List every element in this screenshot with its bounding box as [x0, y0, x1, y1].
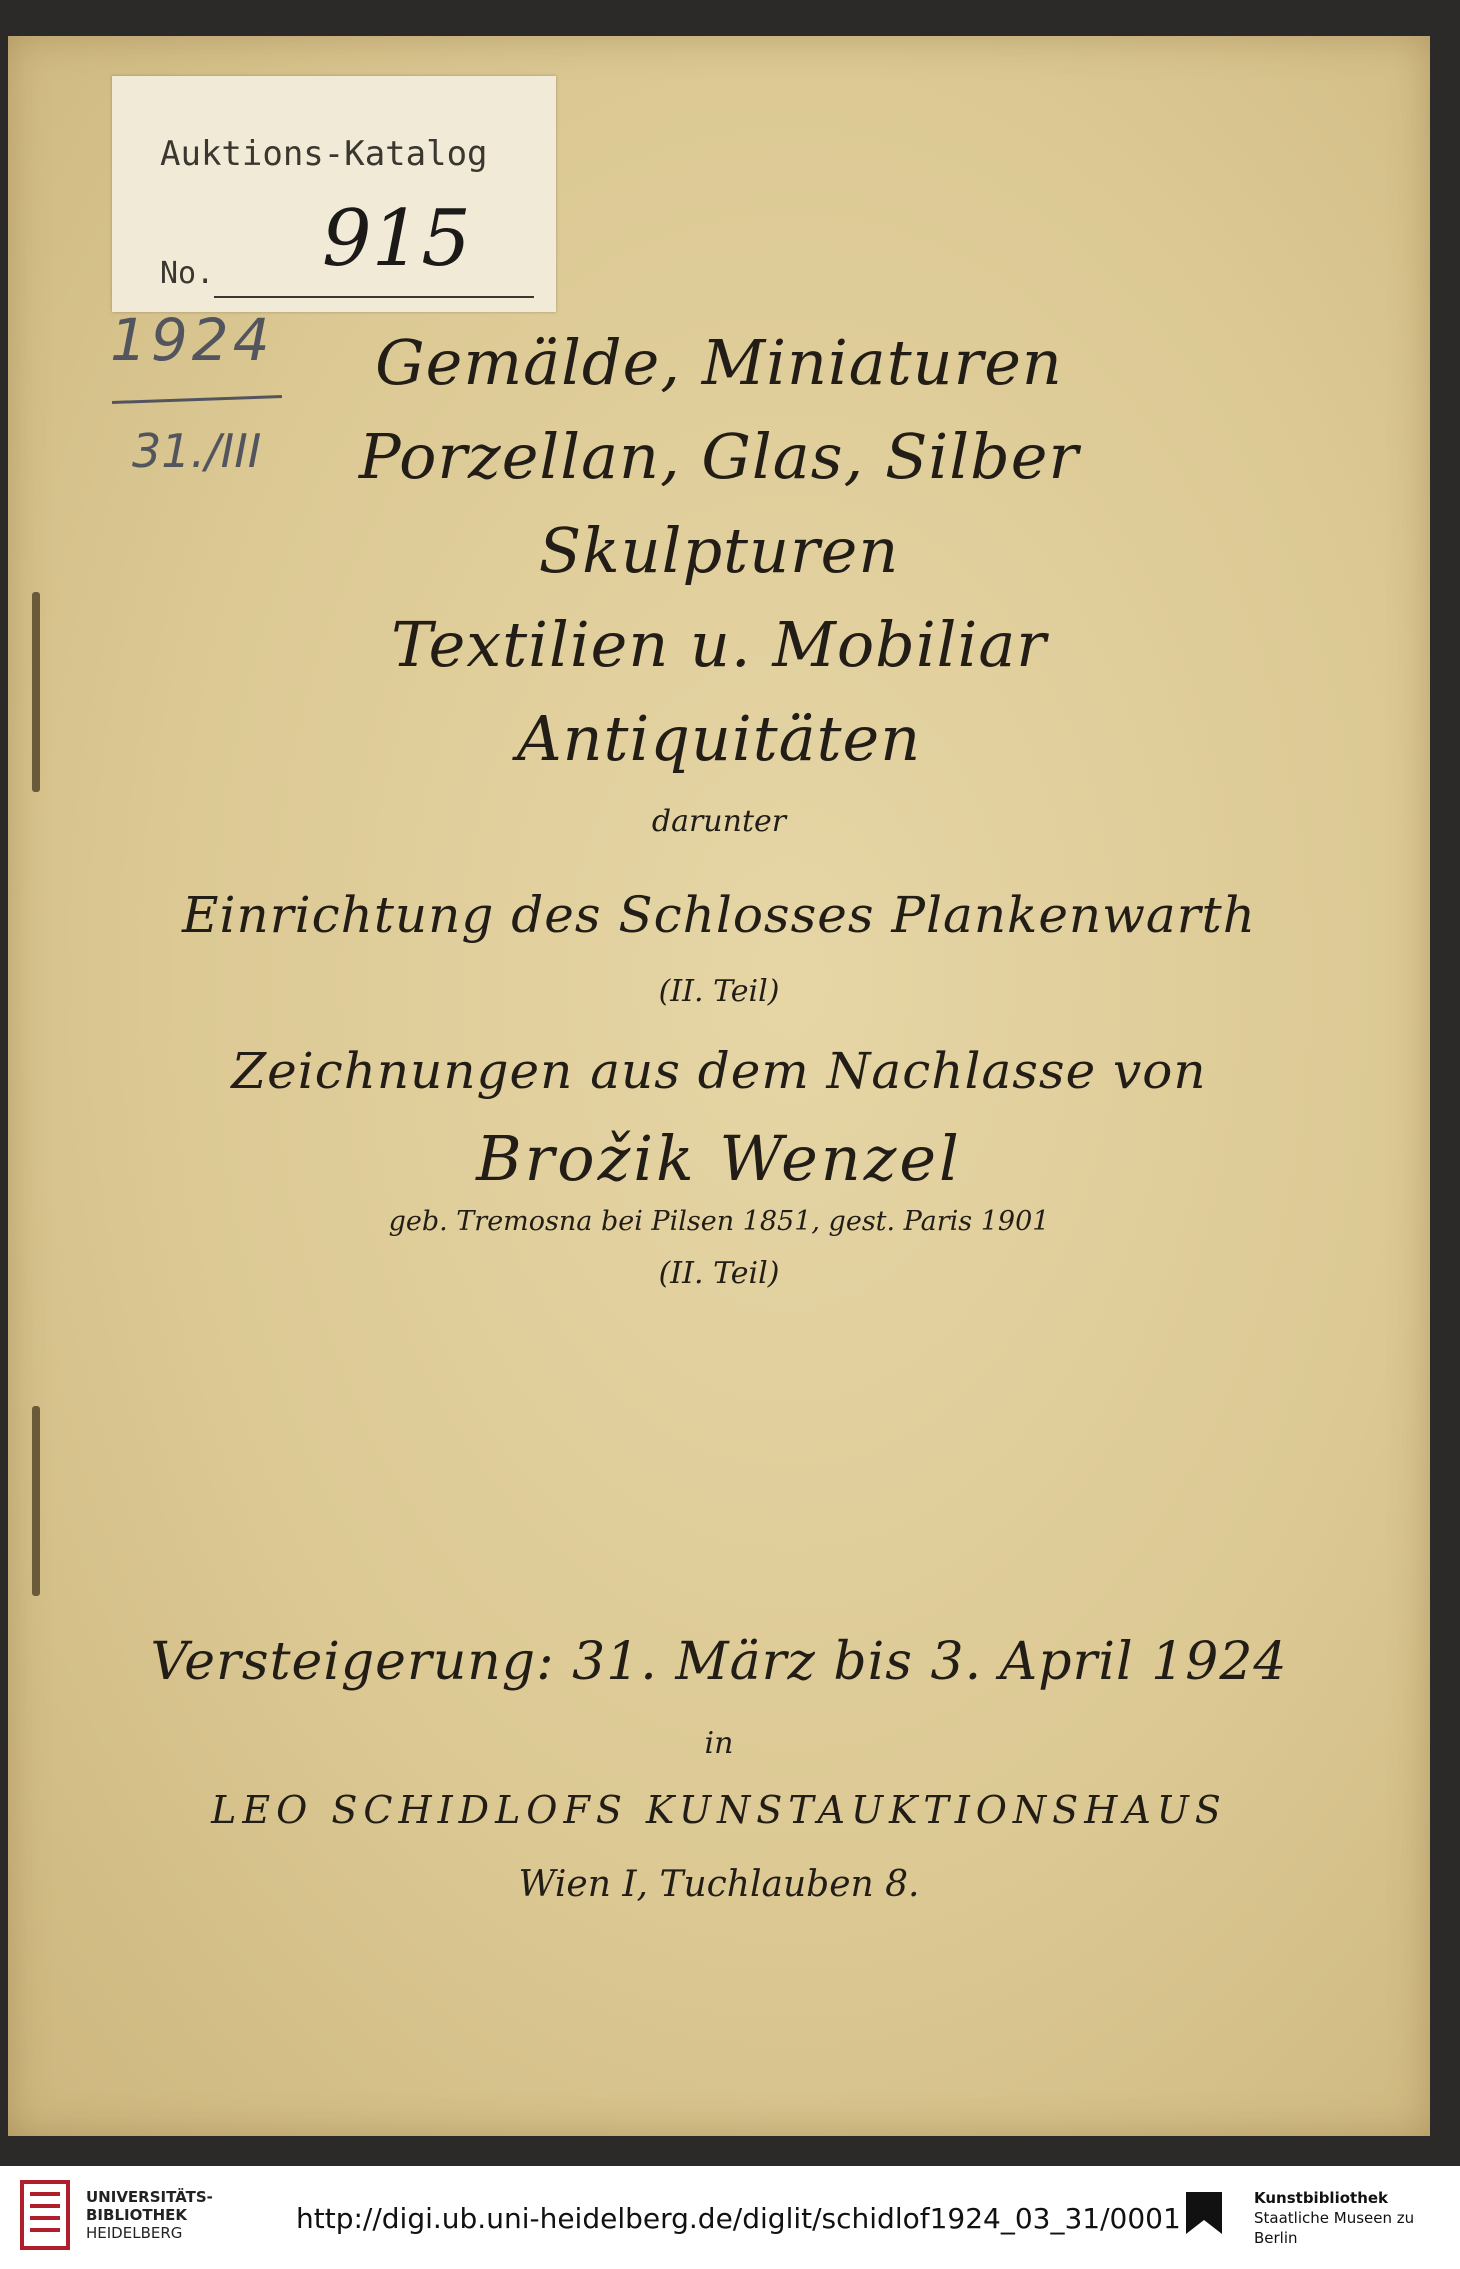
kb-subtitle: Staatliche Museen zu Berlin — [1254, 2209, 1415, 2247]
title-line-5: Antiquitäten — [516, 702, 922, 775]
collection1-title: Einrichtung des Schlosses Plankenwarth — [182, 886, 1256, 944]
title-line-4: Textilien u. Mobiliar — [391, 608, 1047, 681]
kb-title: Kunstbibliothek — [1254, 2189, 1389, 2207]
collection2-part: (II. Teil) — [658, 1256, 780, 1291]
title-line-3: Skulpturen — [538, 514, 900, 587]
artist-life-dates: geb. Tremosna bei Pilsen 1851, gest. Paris 1901 — [388, 1206, 1050, 1237]
label-handwritten-number: 915 — [322, 194, 471, 284]
library-line-3: HEIDELBERG — [86, 2224, 183, 2242]
handwritten-date: 31./III — [132, 424, 262, 478]
handwritten-year: 1924 — [110, 306, 274, 374]
staple-bottom — [32, 1406, 40, 1596]
university-library-logo-icon — [18, 2176, 72, 2254]
title-line-2: Porzellan, Glas, Silber — [358, 420, 1080, 493]
catalog-label — [112, 76, 556, 312]
auction-in: in — [704, 1726, 734, 1761]
darunter-text: darunter — [651, 804, 787, 839]
kunstbibliothek-logo-icon — [1186, 2192, 1222, 2234]
label-number-prefix: No. — [160, 256, 215, 291]
collection2-title: Zeichnungen aus dem Nachlasse von — [231, 1042, 1207, 1100]
title-line-1: Gemälde, Miniaturen — [375, 326, 1063, 399]
collection1-part: (II. Teil) — [658, 974, 780, 1009]
university-library-name — [86, 2188, 213, 2242]
auction-dates: Versteigerung: 31. März bis 3. April 1924 — [150, 1632, 1288, 1692]
kunstbibliothek-name — [1254, 2188, 1460, 2248]
catalog-cover-page — [8, 36, 1430, 2136]
auction-house: LEO SCHIDLOFS KUNSTAUKTIONSHAUS — [211, 1788, 1227, 1832]
digitization-url-link[interactable]: http://digi.ub.uni-heidelberg.de/diglit/schidlof1924_03_31/0001 — [296, 2202, 1181, 2235]
library-line-1: UNIVERSITÄTS- — [86, 2188, 213, 2206]
label-title: Auktions-Katalog — [160, 134, 488, 174]
label-underline — [214, 296, 534, 298]
artist-name: Brožik Wenzel — [476, 1122, 962, 1195]
digitization-footer — [0, 2166, 1460, 2269]
library-line-2: BIBLIOTHEK — [86, 2206, 187, 2224]
auction-address: Wien I, Tuchlauben 8. — [518, 1864, 920, 1905]
